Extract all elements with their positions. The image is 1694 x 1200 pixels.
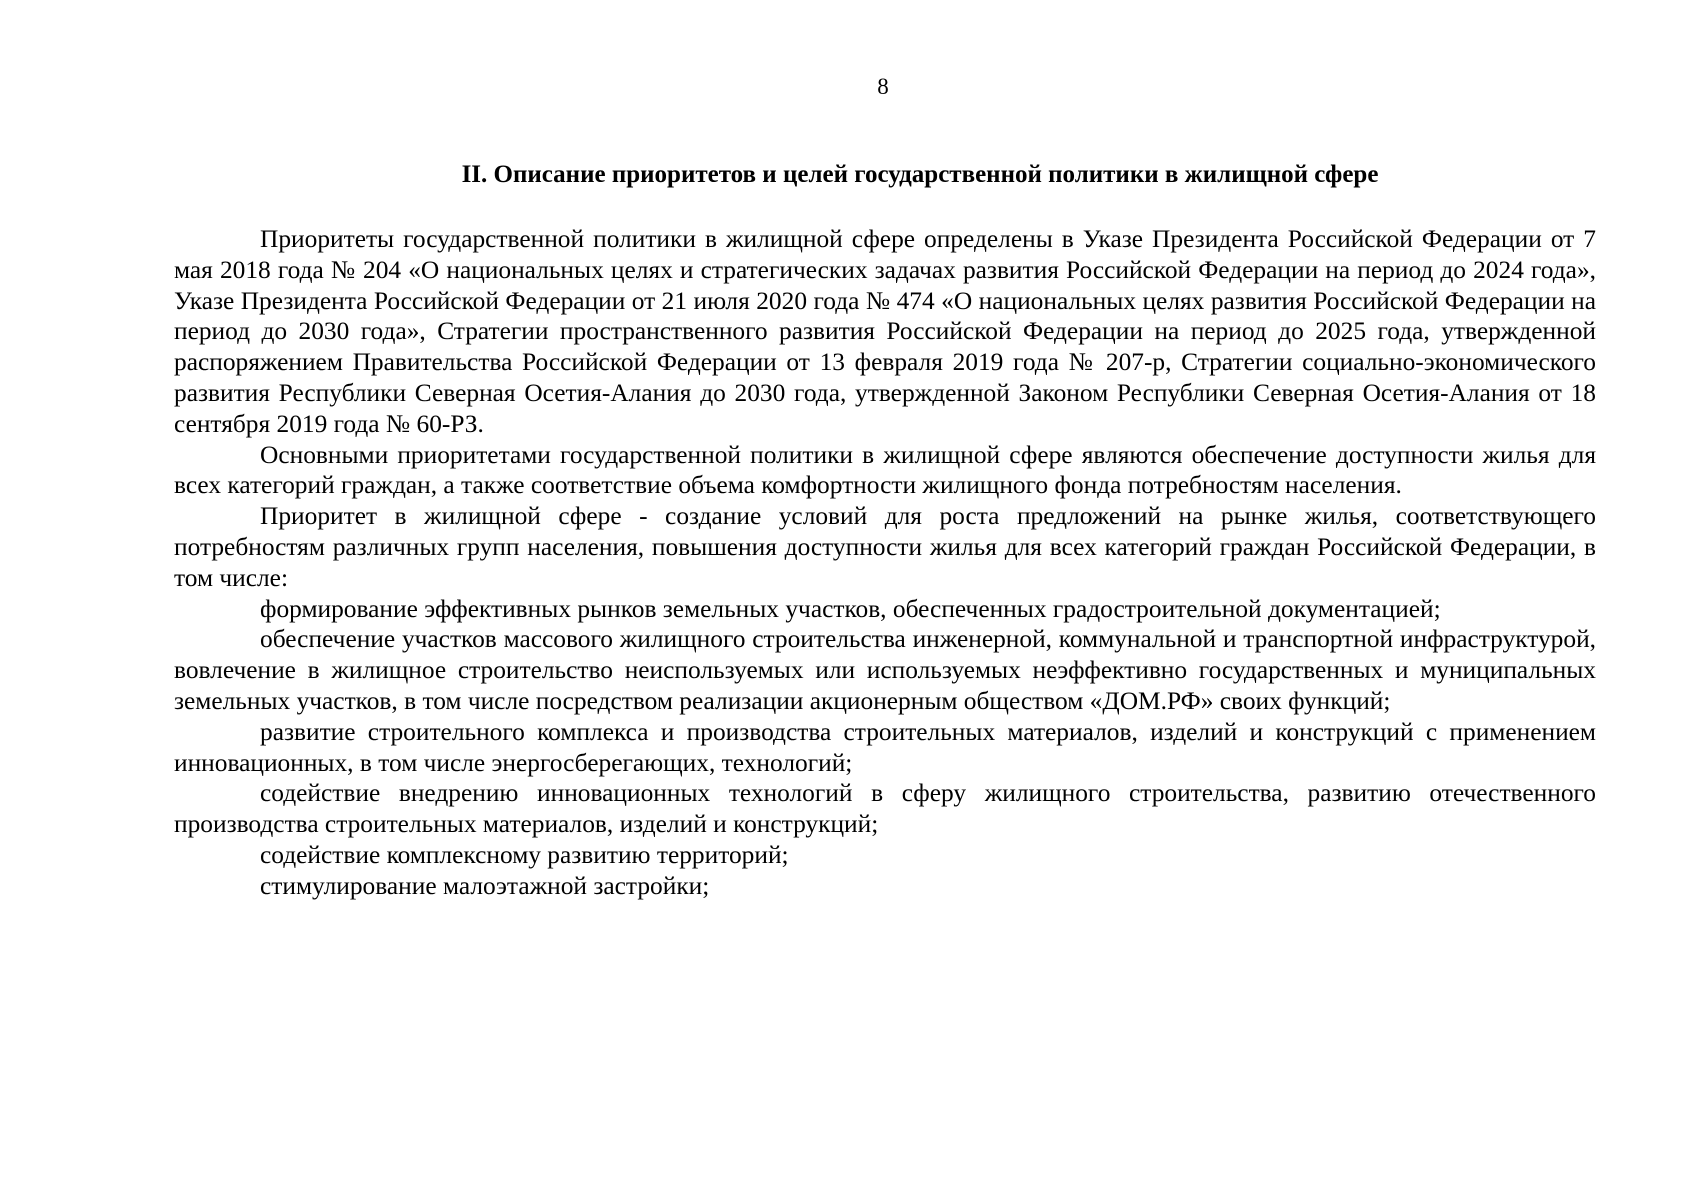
list-item-territory-development: содействие комплексному развитию территорий; xyxy=(260,840,789,869)
paragraph-priorities-basis: Приоритеты государственной политики в жилищной сфере определены в Указе Президента Российской Федерации от 7 мая 2018 года № 204 «О национальных целях и стратегических задачах развития Российской Федерации на период до 2024 года», Указе Президента Российской Федерации от 21 июля 2020 года № 474 «О национальных целях развития Российской Федерации на период до 2030 года», Стратегии пространственного развития Российской Федерации на период до 2025 года, утвержденной распоряжением Правительства Российской Федерации от 13 февраля 2019 года № 207-р, Стратегии социально-экономического развития Республики Северная Осетия-Алания до 2030 года, утвержденной Законом Республики Северная Осетия-Алания от 18 сентября 2019 года № 60-РЗ. xyxy=(174,225,1596,438)
section-title: II. Описание приоритетов и целей государственной политики в жилищной сфере xyxy=(461,161,1379,188)
body-text xyxy=(174,224,1596,902)
list-item-land-markets: формирование эффективных рынков земельных участков, обеспеченных градостроительной документацией; xyxy=(260,594,1441,623)
list-item-low-rise: стимулирование малоэтажной застройки; xyxy=(260,871,710,900)
paragraph-priority-conditions: Приоритет в жилищной сфере - создание условий для роста предложений на рынке жилья, соответствующего потребностям различных групп населения, повышения доступности жилья для всех категорий граждан Российской Федерации, в том числе: xyxy=(174,502,1596,592)
list-item-innovation: содействие внедрению инновационных технологий в сферу жилищного строительства, развитию отечественного производства строительных материалов, изделий и конструкций; xyxy=(174,779,1596,839)
page-number: 8 xyxy=(877,74,889,99)
paragraph-main-priorities: Основными приоритетами государственной политики в жилищной сфере являются обеспечение доступности жилья для всех категорий граждан, а также соответствие объема комфортности жилищного фонда потребностям населения. xyxy=(174,440,1596,500)
list-item-infrastructure: обеспечение участков массового жилищного строительства инженерной, коммунальной и транспортной инфраструктурой, вовлечение в жилищное строительство неиспользуемых или используемых неэффективно государственных и муниципальных земельных участков, в том числе посредством реализации акционерным обществом «ДОМ.РФ» своих функций; xyxy=(174,625,1596,715)
list-item-construction-complex: развитие строительного комплекса и производства строительных материалов, изделий и конструкций с применением инновационных, в том числе энергосберегающих, технологий; xyxy=(174,717,1596,777)
